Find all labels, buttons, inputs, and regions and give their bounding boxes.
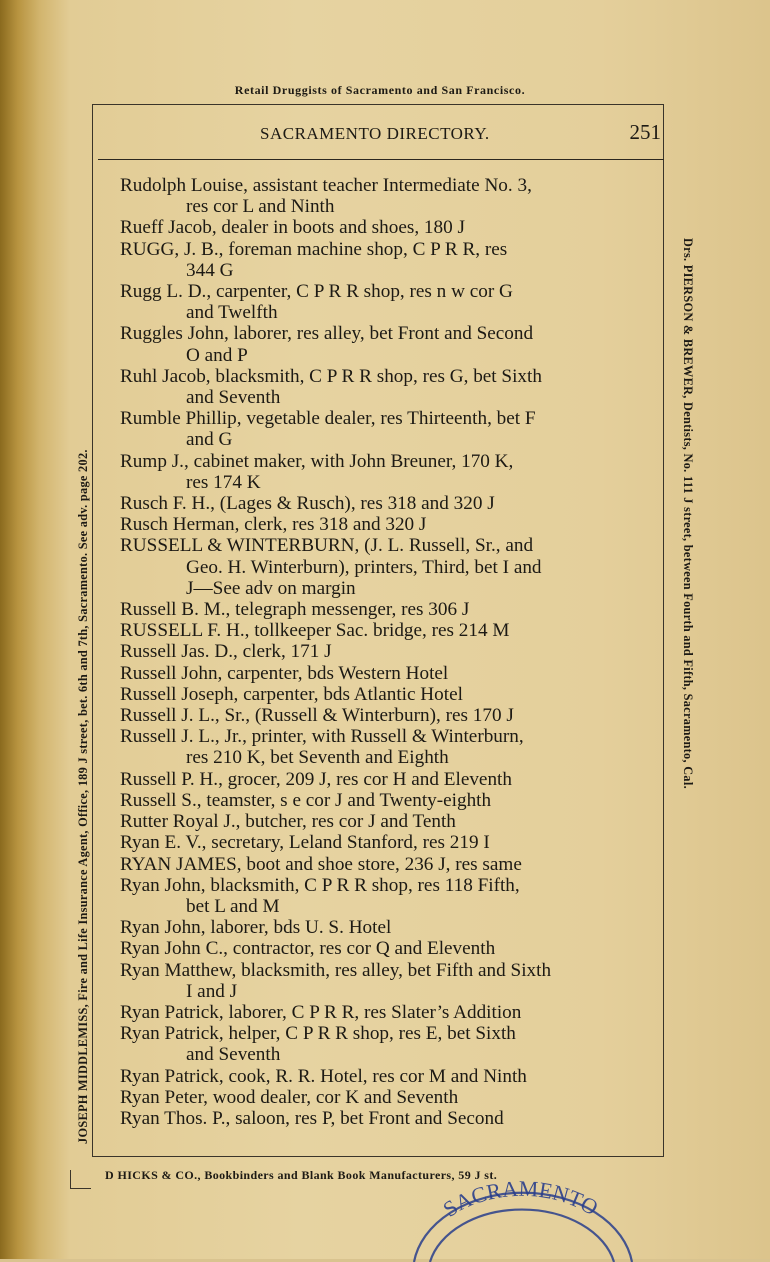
directory-entry: Ryan John C., contractor, res cor Q and Eleventh [120, 938, 496, 960]
corner-mark [70, 1170, 91, 1189]
directory-entry-continuation: bet L and M [186, 895, 280, 917]
directory-entry: Rumble Phillip, vegetable dealer, res Thirteenth, bet F [120, 408, 536, 430]
directory-entries [120, 175, 665, 1129]
running-head [120, 120, 665, 150]
directory-entry: Ryan Thos. P., saloon, res P, bet Front and Second [120, 1107, 504, 1129]
directory-entry: Ryan Patrick, laborer, C P R R, res Slater’s Addition [120, 1001, 522, 1023]
directory-entry: RUSSELL F. H., tollkeeper Sac. bridge, res 214 M [120, 620, 510, 642]
directory-entry: Ruhl Jacob, blacksmith, C P R R shop, res G, bet Sixth [120, 365, 542, 387]
directory-entry: Rugg L. D., carpenter, C P R R shop, res n w cor G [120, 281, 513, 303]
directory-entry: RUGG, J. B., foreman machine shop, C P R R, res [120, 238, 508, 260]
library-stamp [400, 1170, 640, 1262]
page-number: 251 [629, 120, 661, 144]
directory-entry: Rueff Jacob, dealer in boots and shoes, 180 J [120, 217, 465, 239]
footer-advertisement: D HICKS & CO., Bookbinders and Blank Book Manufacturers, 59 J st. [105, 1168, 498, 1182]
directory-entry: Russell J. L., Sr., (Russell & Winterburn), res 170 J [120, 705, 514, 727]
directory-entry: Russell J. L., Jr., printer, with Russell & Winterburn, [120, 726, 524, 748]
top-banner: Retail Druggists of Sacramento and San Francisco. [234, 83, 526, 97]
directory-entry: Russell Jas. D., clerk, 171 J [120, 641, 332, 663]
directory-entry-continuation: and Seventh [186, 387, 281, 409]
directory-entry-continuation: and Seventh [186, 1044, 281, 1066]
directory-entry: Ryan Matthew, blacksmith, res alley, bet Fifth and Sixth [120, 959, 552, 981]
directory-entry: RYAN JAMES, boot and shoe store, 236 J, res same [120, 853, 522, 875]
directory-entry-continuation: I and J [186, 980, 238, 1002]
directory-entry: Russell Joseph, carpenter, bds Atlantic Hotel [120, 683, 463, 705]
directory-entry: Rusch Herman, clerk, res 318 and 320 J [120, 514, 427, 536]
directory-entry: Ryan John, laborer, bds U. S. Hotel [120, 917, 392, 939]
directory-entry: Rusch F. H., (Lages & Rusch), res 318 and 320 J [120, 493, 495, 515]
header-rule [98, 159, 664, 160]
directory-entry: Ryan Patrick, helper, C P R R shop, res E, bet Sixth [120, 1023, 516, 1045]
directory-entry: Ryan John, blacksmith, C P R R shop, res 118 Fifth, [120, 874, 520, 896]
stamp-text: SACRAMENTO [438, 1175, 603, 1222]
running-title: SACRAMENTO DIRECTORY. [260, 124, 490, 143]
directory-entry-continuation: res 174 K [186, 471, 261, 493]
directory-entry-continuation: res 210 K, bet Seventh and Eighth [186, 747, 449, 769]
directory-entry-continuation: and G [186, 429, 233, 451]
directory-entry: Russell S., teamster, s e cor J and Twenty-eighth [120, 789, 492, 811]
svg-text:SACRAMENTO [438, 1176, 602, 1222]
directory-entry-continuation: O and P [186, 344, 248, 366]
directory-entry-continuation: J—See adv on margin [186, 577, 356, 599]
directory-entry: Russell B. M., telegraph messenger, res 306 J [120, 599, 470, 621]
directory-entry-continuation: 344 G [186, 259, 234, 281]
directory-entry: Ryan Patrick, cook, R. R. Hotel, res cor M and Ninth [120, 1065, 527, 1087]
directory-entry-continuation: res cor L and Ninth [186, 196, 335, 218]
directory-entry: Russell John, carpenter, bds Western Hotel [120, 662, 449, 684]
directory-entry-continuation: Geo. H. Winterburn), printers, Third, bet I and [186, 556, 542, 578]
directory-entry: Ruggles John, laborer, res alley, bet Front and Second [120, 323, 534, 345]
directory-entry: Rump J., cabinet maker, with John Breuner, 170 K, [120, 450, 514, 472]
directory-entry: Ryan Peter, wood dealer, cor K and Seventh [120, 1086, 459, 1108]
directory-entry: Rutter Royal J., butcher, res cor J and Tenth [120, 811, 456, 833]
right-margin-advertisement: Drs. PIERSON & BREWER, Dentists, No. 111 J street, between Fourth and Fifth, Sacramento, Cal. [681, 238, 695, 789]
directory-entry: Russell P. H., grocer, 209 J, res cor H and Eleventh [120, 768, 512, 790]
directory-entry: Ryan E. V., secretary, Leland Stanford, res 219 I [120, 832, 490, 854]
directory-entry: RUSSELL & WINTERBURN, (J. L. Russell, Sr., and [120, 535, 534, 557]
left-margin-advertisement: JOSEPH MIDDLEMISS, Fire and Life Insurance Agent, Office, 189 J street, bet. 6th and 7th, Sacramento. See adv. page 202. [76, 449, 90, 1144]
directory-entry-continuation: and Twelfth [186, 302, 278, 324]
directory-entry: Rudolph Louise, assistant teacher Intermediate No. 3, [120, 175, 532, 196]
